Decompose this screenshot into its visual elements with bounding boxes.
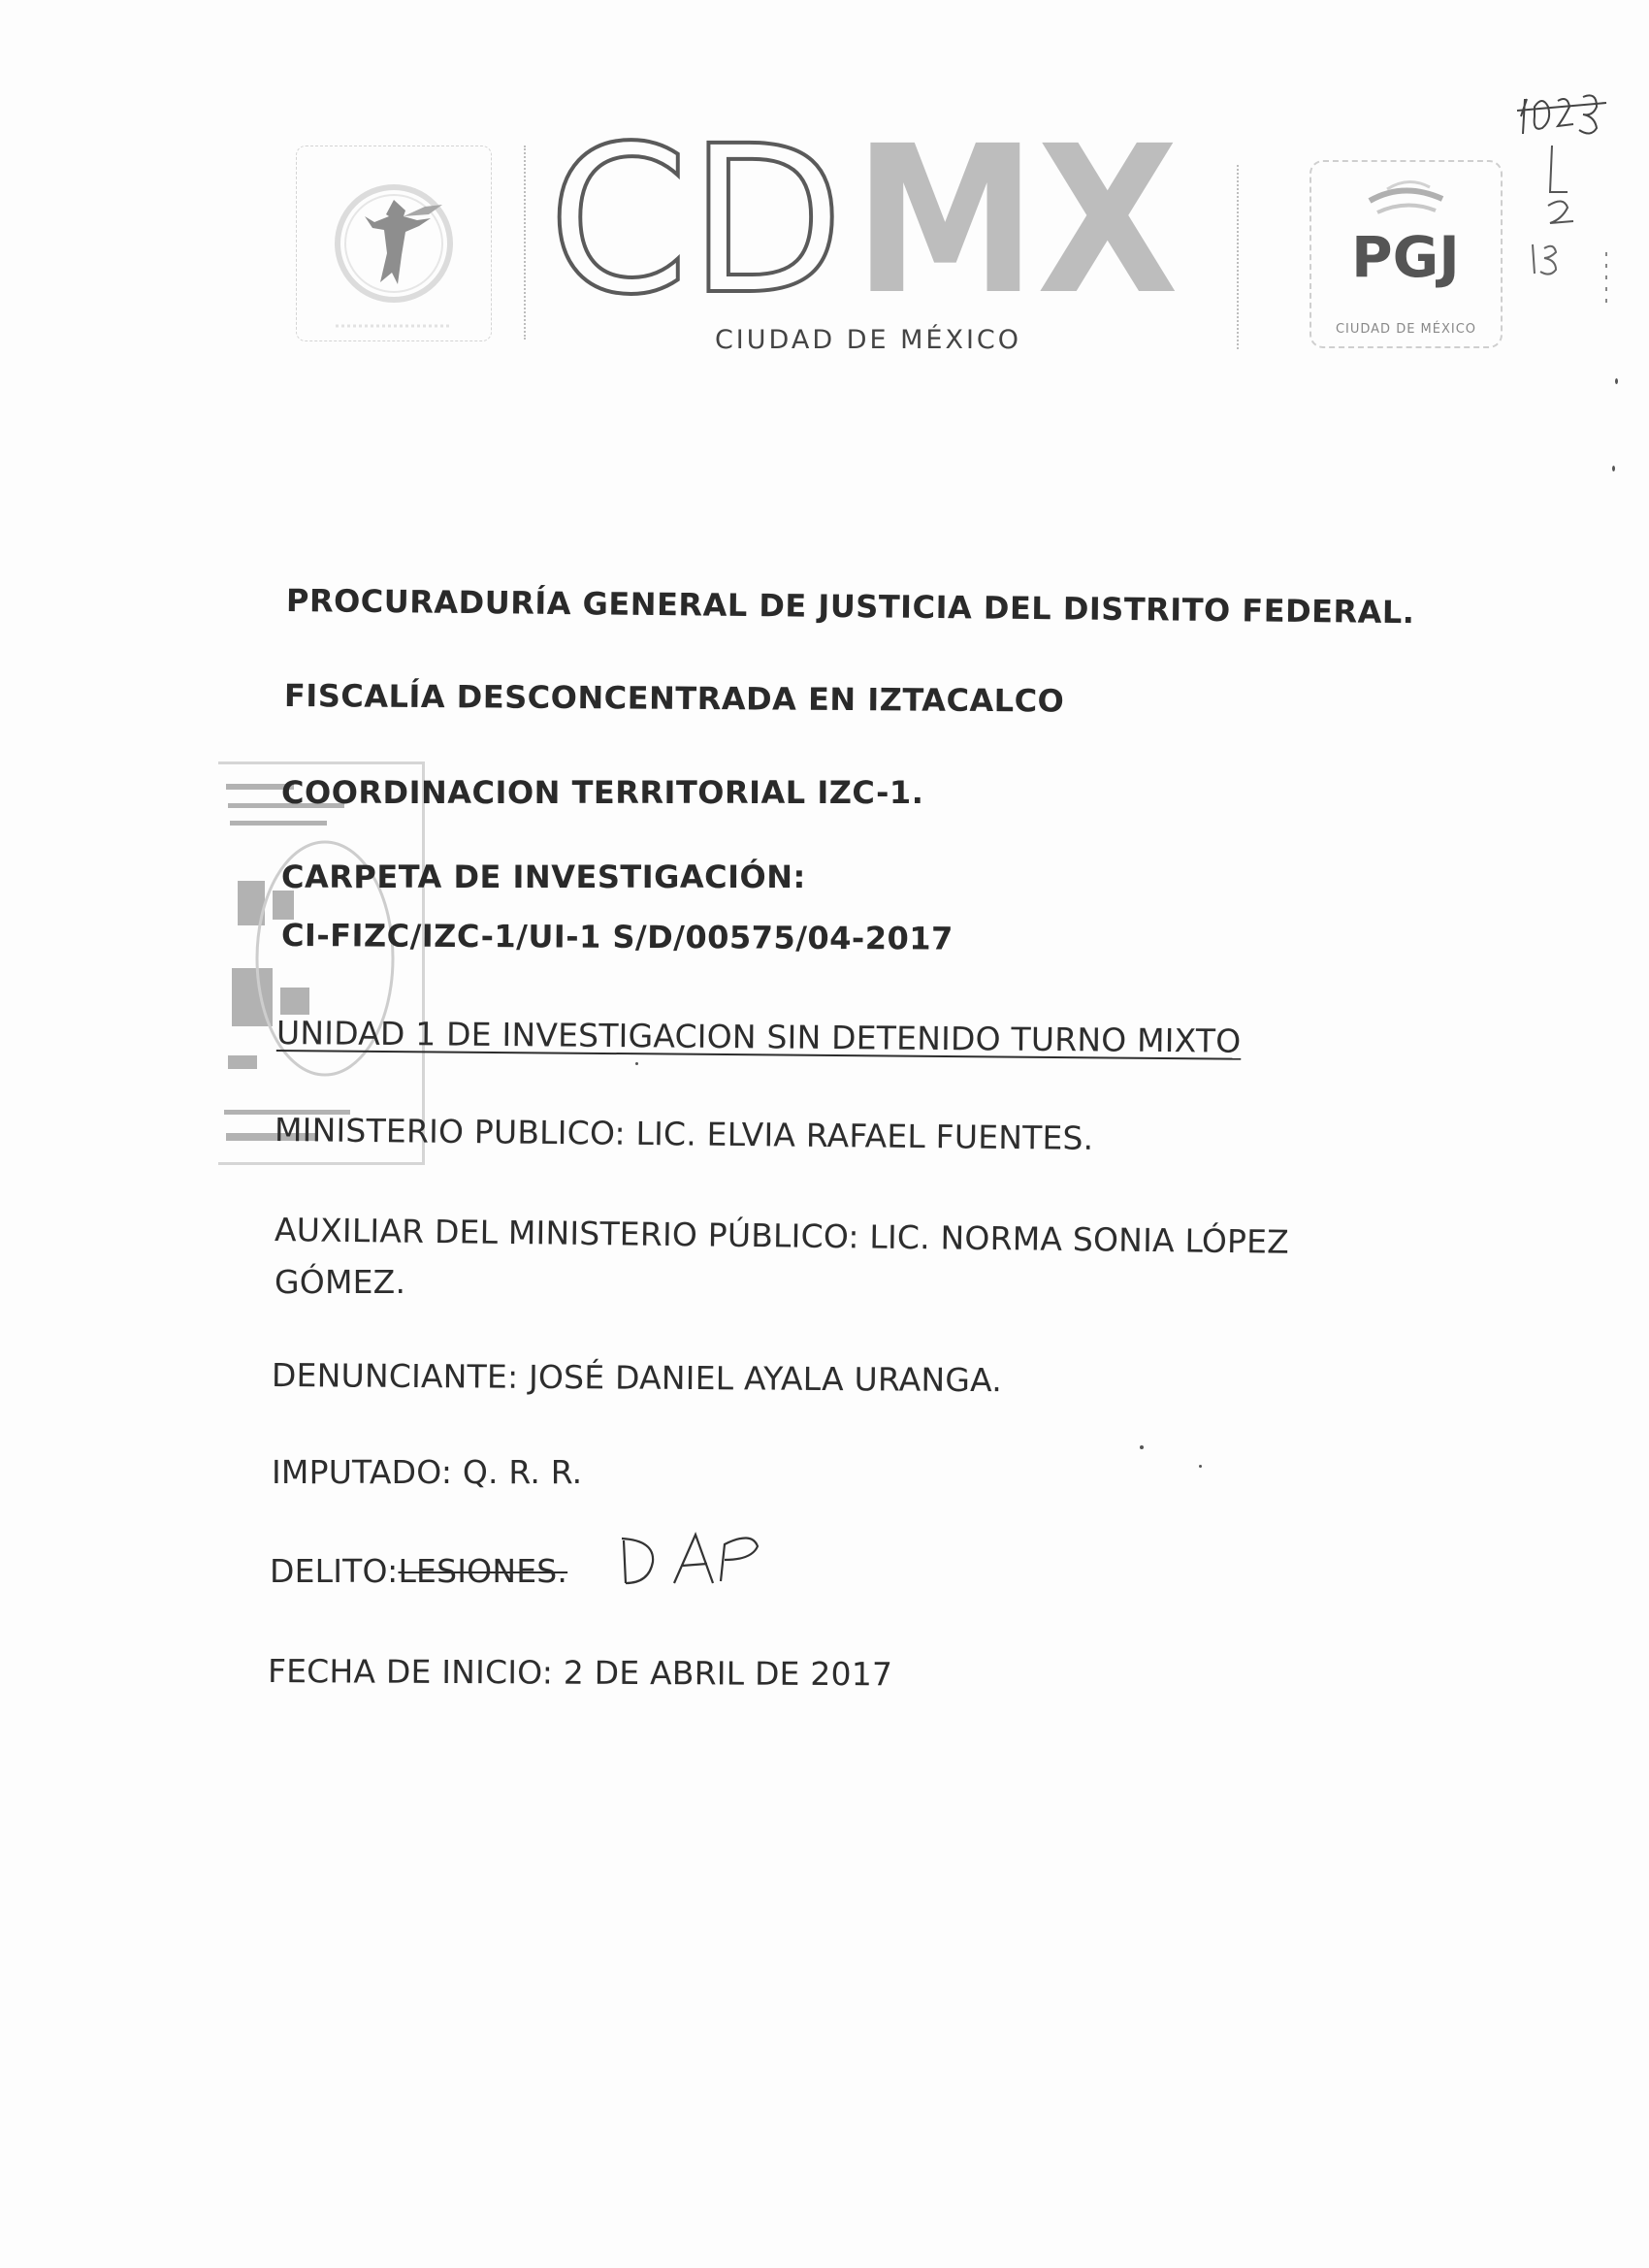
delito-line xyxy=(270,1552,567,1590)
delito-handwritten-note xyxy=(616,1523,800,1591)
pgj-logo-icon xyxy=(1310,160,1503,348)
fiscalia-title: FISCALÍA DESCONCENTRADA EN IZTACALCO xyxy=(283,677,1065,720)
angel-seal-icon xyxy=(296,146,492,341)
carpeta-label: CARPETA DE INVESTIGACIÓN: xyxy=(281,859,806,895)
cdmx-subtitle: CIUDAD DE MÉXICO xyxy=(714,325,1022,355)
institution-title: PROCURADURÍA GENERAL DE JUSTICIA DEL DISTRITO FEDERAL. xyxy=(285,582,1415,632)
delito-label: DELITO: xyxy=(270,1552,399,1590)
delito-value: LESIONES. xyxy=(398,1552,568,1590)
fecha-de-inicio: FECHA DE INICIO: 2 DE ABRIL DE 2017 xyxy=(267,1652,893,1694)
carpeta-number: CI-FIZC/IZC-1/UI-1 S/D/00575/04-2017 xyxy=(280,917,954,957)
imputado: IMPUTADO: Q. R. R. xyxy=(272,1453,583,1491)
cdmx-brand-bold: MX xyxy=(854,136,1179,315)
header-separator-right xyxy=(1237,165,1239,349)
cdmx-brand-light: CD xyxy=(548,136,844,315)
corner-handwriting xyxy=(1513,78,1620,330)
denunciante: DENUNCIANTE: JOSÉ DANIEL AYALA URANGA. xyxy=(271,1356,1003,1400)
institution-stamp xyxy=(218,761,425,1165)
ministerio-publico: MINISTERIO PUBLICO: LIC. ELVIA RAFAEL FUENTES. xyxy=(274,1111,1094,1157)
unidad-heading: UNIDAD 1 DE INVESTIGACION SIN DETENIDO TURNO MIXTO xyxy=(275,1014,1242,1060)
auxiliar-line-1: AUXILIAR DEL MINISTERIO PÚBLICO: LIC. NORMA SONIA LÓPEZ xyxy=(274,1211,1290,1261)
pgj-logo-text: PGJ xyxy=(1351,224,1460,288)
coordinacion-title: COORDINACION TERRITORIAL IZC-1. xyxy=(281,774,924,811)
pgj-subtitle: CIUDAD DE MÉXICO xyxy=(1335,322,1477,337)
header-separator-left xyxy=(524,146,526,340)
auxiliar-line-2: GÓMEZ. xyxy=(275,1263,406,1301)
cdmx-logo xyxy=(548,136,1188,315)
